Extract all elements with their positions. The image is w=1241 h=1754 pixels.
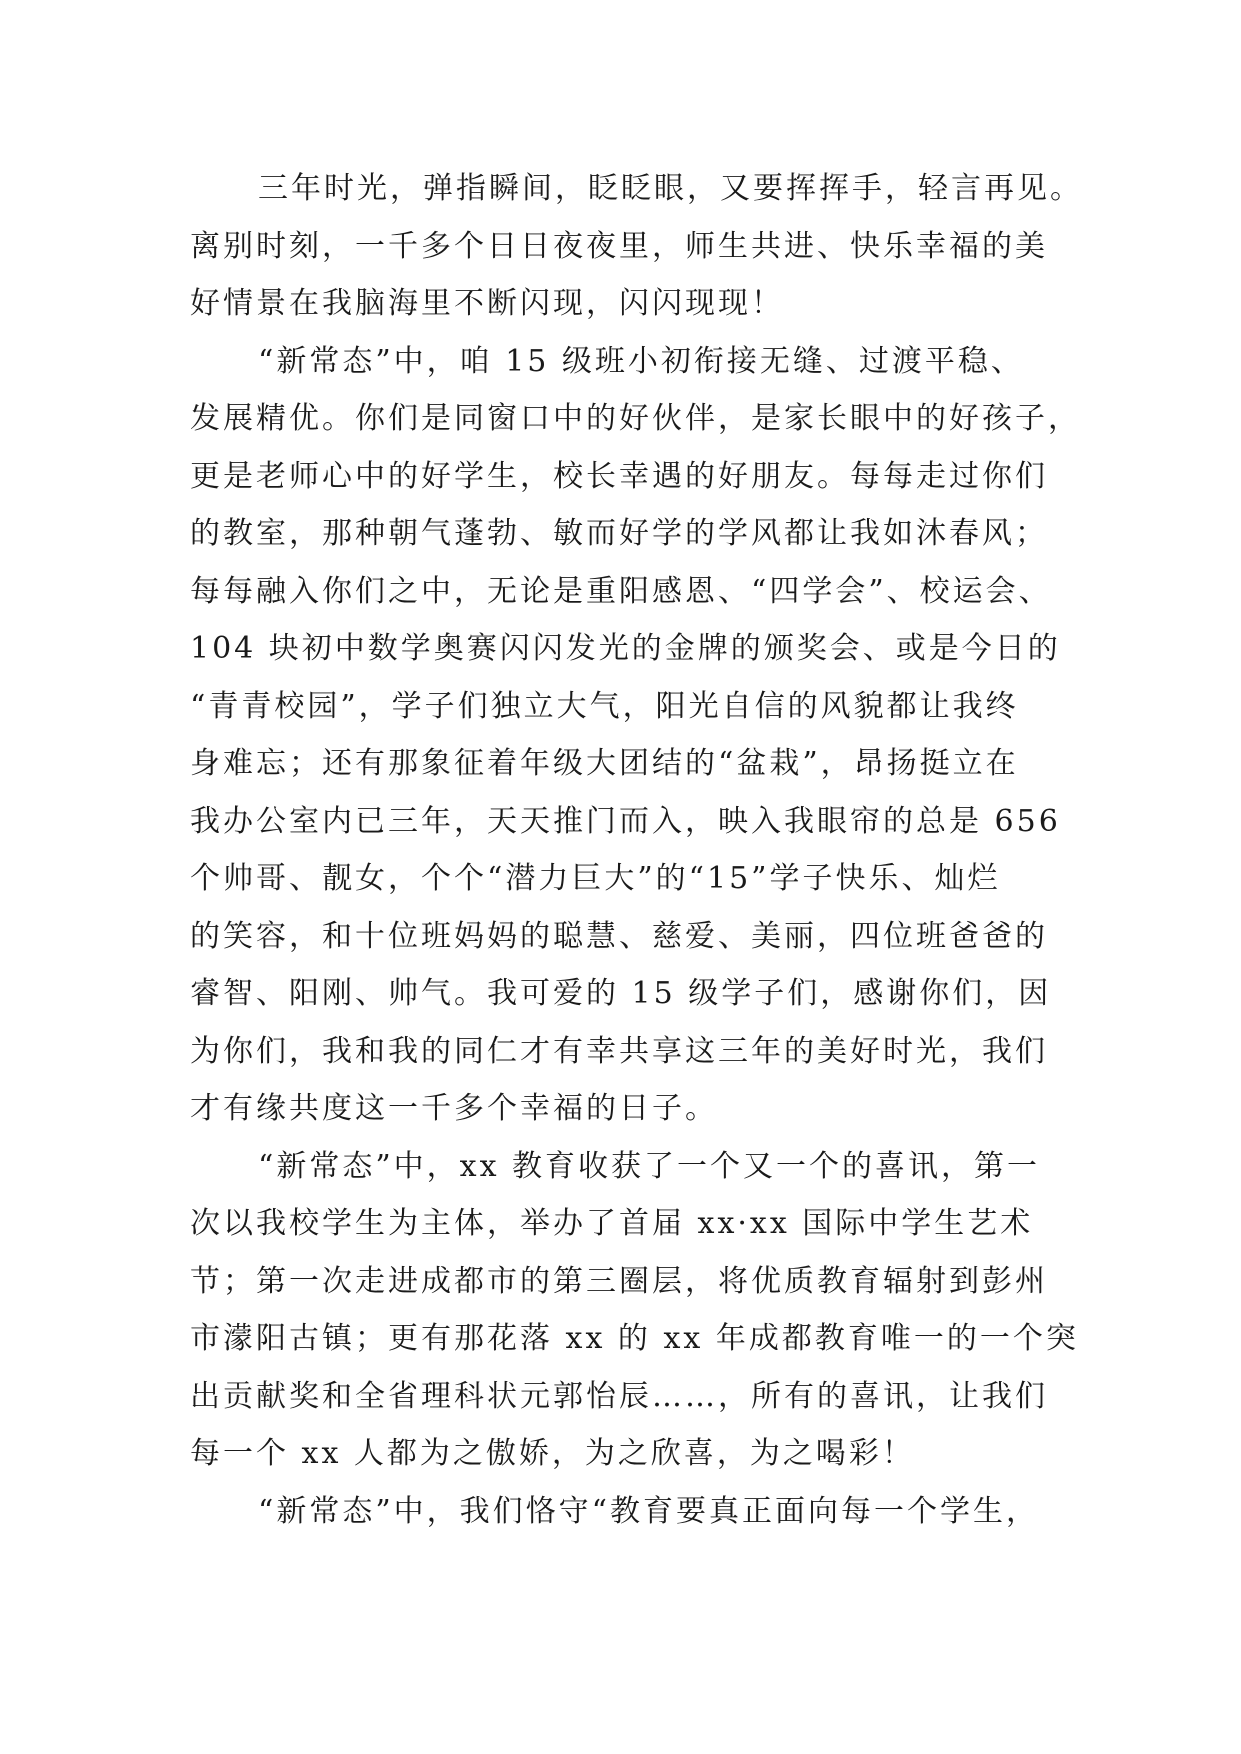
paragraph-3-line-5: 出贡献奖和全省理科状元郭怡辰……，所有的喜讯，让我们 [190,1378,1048,1414]
paragraph-2-line-10: 个帅哥、靓女，个个“潜力巨大”的“15”学子快乐、灿烂 [190,861,1001,896]
paragraph-2-line-12: 睿智、阳刚、帅气。我可爱的 15 级学子们，感谢你们，因 [190,976,1052,1011]
document-body [190,160,1083,1540]
paragraph-2-line-9: 我办公室内已三年，天天推门而入，映入我眼帘的总是 656 [190,803,1061,839]
paragraph-3-line-1: “新常态”中，xx 教育收获了一个又一个的喜讯，第一 [258,1148,1041,1184]
paragraph-1-line-1: 三年时光，弹指瞬间，眨眨眼，又要挥挥手，轻言再见。 [258,171,1083,206]
paragraph-1-line-3: 好情景在我脑海里不断闪现，闪闪现现！ [190,286,784,321]
paragraph-2-line-11: 的笑容，和十位班妈妈的聪慧、慈爱、美丽，四位班爸爸的 [190,918,1048,954]
paragraph-2-line-2: 发展精优。你们是同窗口中的好伙伴，是家长眼中的好孩子， [190,401,1081,436]
paragraph-2-line-14: 才有缘共度这一千多个幸福的日子。 [190,1091,718,1126]
paragraph-2-line-8: 身难忘；还有那象征着年级大团结的“盆栽”，昂扬挺立在 [190,746,1019,781]
paragraph-3-line-4: 市濛阳古镇；更有那花落 xx 的 xx 年成都教育唯一的一个突 [190,1321,1079,1356]
paragraph-2-line-7: “青青校园”，学子们独立大气，阳光自信的风貌都让我终 [190,688,1019,724]
paragraph-2-line-5: 每每融入你们之中，无论是重阳感恩、“四学会”、校运会、 [190,573,1052,609]
paragraph-1-line-2: 离别时刻，一千多个日日夜夜里，师生共进、快乐幸福的美 [190,228,1048,264]
paragraph-3-line-2: 次以我校学生为主体，举办了首届 xx·xx 国际中学生艺术 [190,1206,1034,1241]
paragraph-3-line-3: 节；第一次走进成都市的第三圈层，将优质教育辐射到彭州 [190,1263,1048,1299]
paragraph-2-line-1: “新常态”中，咱 15 级班小初衔接无缝、过渡平稳、 [258,343,1024,379]
paragraph-2-line-3: 更是老师心中的好学生，校长幸遇的好朋友。每每走过你们 [190,458,1048,494]
paragraph-2-line-6: 104 块初中数学奥赛闪闪发光的金牌的颁奖会、或是今日的 [190,631,1061,666]
paragraph-2-line-4: 的教室，那种朝气蓬勃、敏而好学的学风都让我如沐春风； [190,516,1048,551]
paragraph-4-line-1: “新常态”中，我们恪守“教育要真正面向每一个学生， [258,1493,1040,1529]
paragraph-2-line-13: 为你们，我和我的同仁才有幸共享这三年的美好时光，我们 [190,1033,1048,1069]
paragraph-3-line-6: 每一个 xx 人都为之傲娇，为之欣喜，为之喝彩！ [190,1436,915,1471]
